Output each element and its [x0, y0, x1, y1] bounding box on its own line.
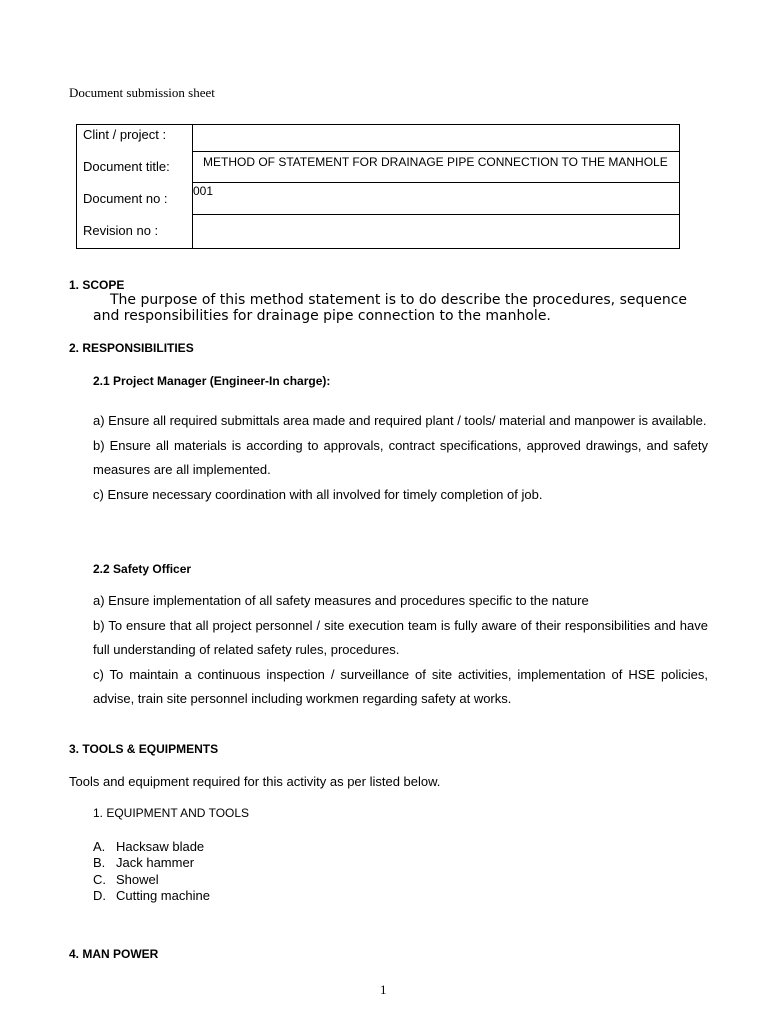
safety-item-a: a) Ensure implementation of all safety measures and procedures specific to the nature [93, 593, 589, 608]
tools-heading: 3. TOOLS & EQUIPMENTS [69, 742, 219, 756]
label-revision-no: Revision no : [83, 223, 159, 238]
info-labels-cell [77, 125, 193, 249]
value-document-title: METHOD OF STATEMENT FOR DRAINAGE PIPE CONNECTION TO THE MANHOLE [203, 154, 668, 169]
list-item: D. Cutting machine [93, 887, 210, 903]
value-document-no-cell [193, 183, 680, 215]
responsibilities-heading: 2. RESPONSIBILITIES [69, 341, 194, 355]
value-revision-no [193, 215, 680, 249]
label-document-title: Document title: [83, 159, 170, 174]
list-item: C. Showel [93, 871, 159, 887]
tools-list [93, 839, 210, 904]
pm-item-c: c) Ensure necessary coordination with all involved for timely completion of job. [93, 486, 543, 502]
pm-item-a: a) Ensure all required submittals area made and required plant / tools/ material and manpower is available. [93, 413, 707, 428]
tool-showel: Showel [116, 871, 159, 887]
value-document-title-cell [193, 151, 680, 183]
value-client-project [193, 125, 680, 152]
pm-list [93, 409, 708, 507]
list-item: B. Jack hammer [93, 855, 195, 871]
pm-heading: 2.1 Project Manager (Engineer-In charge): [93, 374, 331, 388]
document-header-title: Document submission sheet [69, 85, 215, 100]
list-item: A. Hacksaw blade [93, 839, 205, 854]
safety-heading: 2.2 Safety Officer [93, 562, 192, 576]
page-number: 1 [380, 982, 387, 997]
scope-heading: 1. SCOPE [69, 278, 125, 292]
tool-hacksaw-blade: Hacksaw blade [116, 839, 205, 854]
tool-jack-hammer: Jack hammer [116, 855, 195, 871]
tools-subheading: 1. EQUIPMENT AND TOOLS [93, 806, 250, 820]
label-document-no: Document no : [83, 191, 168, 206]
tool-cutting-machine: Cutting machine [116, 887, 210, 903]
safety-item-c: c) To maintain a continuous inspection / surveillance of site activities, implementation of HSE policies, advise, train site personnel including workmen regarding safety at works. [93, 666, 708, 706]
safety-item-b: b) To ensure that all project personnel / site execution team is fully aware of their responsibilities and have full understanding of related safety rules, procedures. [93, 617, 708, 657]
manpower-heading: 4. MAN POWER [69, 947, 159, 961]
pm-item-b: b) Ensure all materials is according to approvals, contract specifications, approved drawings, and safety measures are all implemented. [93, 437, 708, 477]
scope-paragraph: The purpose of this method statement is to do describe the procedures, sequence and responsibilities for drainage pipe connection to the manhole. [93, 292, 688, 324]
label-client-project: Clint / project : [83, 127, 167, 142]
tools-intro: Tools and equipment required for this activity as per listed below. [69, 774, 441, 789]
scope-text [93, 292, 708, 324]
document-info-table [76, 124, 680, 249]
value-document-no: 001 [193, 184, 214, 199]
safety-list [93, 589, 708, 712]
